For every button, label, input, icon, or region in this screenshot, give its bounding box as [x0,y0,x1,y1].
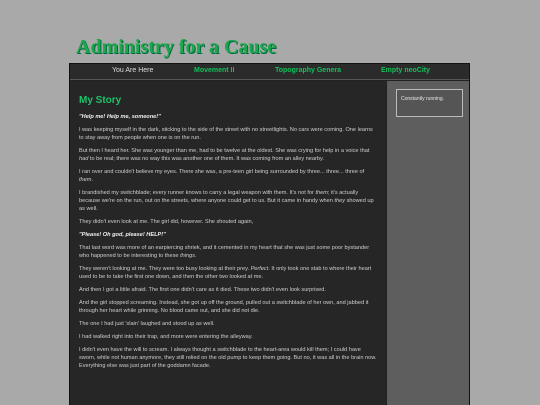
top-nav [70,64,469,80]
article-heading: My Story [79,95,122,106]
site-title[interactable]: Administry for a Cause [76,36,277,58]
story-paragraph: And the girl stopped screaming. Instead, she got up off the ground, pulled out a switchblade of her own, and jabbed it through her heart while grinning. No blood came out, and she did not die. [79,300,369,314]
story-paragraph: I didn't even have the will to scream. I always thought a switchblade to the heart-area would kill them; I could have sworn, while not human anymore, they still relied on the old pump to keep them going. But no, it was all in the brain now. Everything else was just part of the goddamn facade. [79,347,377,369]
story-paragraph: They didn't even look at me. The girl did, however. She shouted again, [79,219,254,225]
story-paragraph: "Please! Oh god, please! HELP!" [79,232,166,238]
story-paragraph: But then I heard her. She was younger than me, had to be twelve at the oldest. She was crying for help in a voice that had to be real; there was no way this was another one of them. It was coming from an alley nearby. [79,148,370,162]
nav-you-are-here[interactable]: You Are Here [112,67,154,74]
content-frame [69,63,470,405]
story-paragraph: The one I had just 'slain' laughed and stood up as well. [79,321,215,327]
story-paragraph: I was keeping myself in the dark, sticking to the side of the street with no streetlights. No cars were coming. One learns to stay away from people when one is on the run. [79,127,373,141]
article-main [70,81,386,405]
story-paragraph: That last word was more of an earpiercing shriek, and it cemented in my heart that she was just some poor bystander who happened to be interesting to these things. [79,245,370,259]
nav-topography-genera[interactable]: Topography Genera [275,67,341,74]
story-paragraph: I brandished my switchblade; every runner knows to carry a legal weapon with them. It's not for them; it's actually because we're on the run, out on the streets, where anyone could get to us. But it came in handy when they showed up as well. [79,190,374,212]
nav-empty-neocity[interactable]: Empty neoCity [381,67,431,74]
sidebar-note: Constantly running. [396,89,463,117]
story-paragraph: "Help me! Help me, someone!" [79,114,161,120]
story-paragraph: They weren't looking at me. They were too busy looking at their prey. Perfect. It only took one stab to where their heart used to be to take the first one down, and then the other two looked at me. [79,266,372,280]
story-paragraph: And then I got a little afraid. The first one didn't care as it died. These two didn't even look surprised. [79,287,326,293]
story-paragraph: I had walked right into their trap, and more were entering the alleyway. [79,334,253,340]
story-paragraph: I ran over and couldn't believe my eyes. There she was, a pre-teen girl being surrounded by three... three... three of them. [79,169,365,183]
nav-movement-ii[interactable]: Movement II [194,67,235,74]
sidebar [387,81,469,405]
